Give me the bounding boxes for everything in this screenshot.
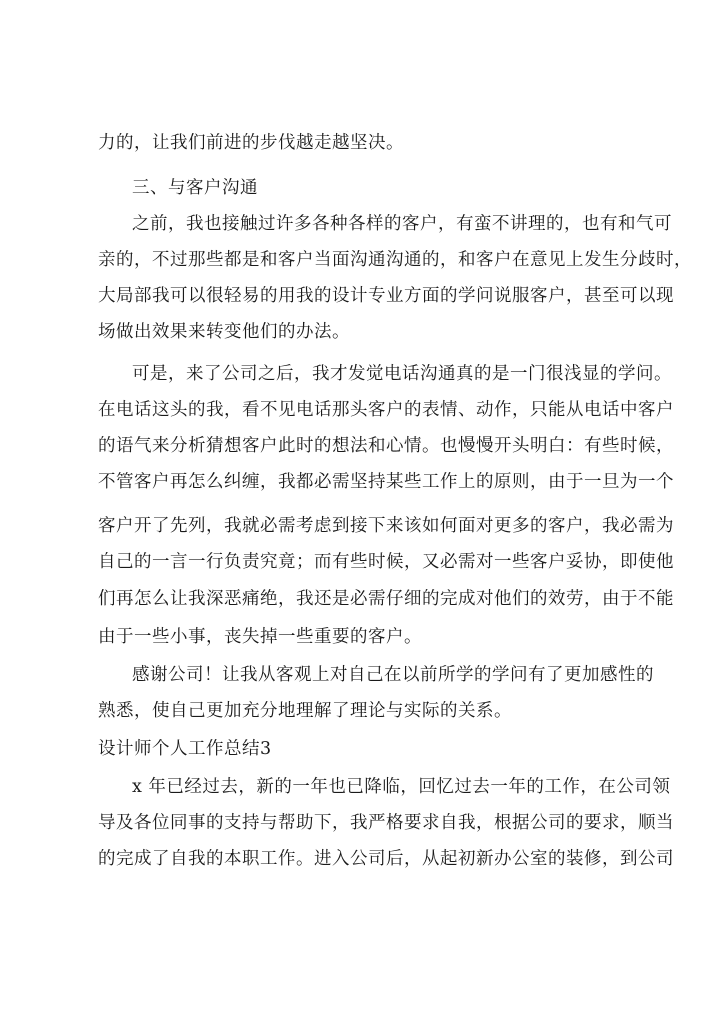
paragraph-line: x 年已经过去，新的一年也已降临，回忆过去一年的工作，在公司领 (132, 777, 671, 797)
paragraph-line: 亲的，不过那些都是和客户当面沟通沟通的，和客户在意见上发生分歧时， (98, 250, 692, 270)
paragraph-line: 导及各位同事的支持与帮助下，我严格要求自我，根据公司的要求，顺当 (98, 813, 674, 833)
paragraph-line: 的语气来分析猜想客户此时的想法和心情。也慢慢开头明白：有些时候， (98, 436, 674, 456)
paragraph-line: 力的，让我们前进的步伐越走越坚决。 (98, 133, 404, 153)
paragraph-line: 由于一些小事，丧失掉一些重要的客户。 (98, 627, 422, 647)
paragraph-line: 在电话这头的我，看不见电话那头客户的表情、动作，只能从电话中客户 (98, 400, 674, 420)
paragraph-line: 大局部我可以很轻易的用我的设计专业方面的学问说服客户，甚至可以现 (98, 286, 674, 306)
paragraph-line: 的完成了自我的本职工作。进入公司后，从起初新办公室的装修，到公司 (98, 849, 674, 869)
paragraph-line: 们再怎么让我深恶痛绝，我还是必需仔细的完成对他们的效劳，由于不能 (98, 589, 674, 609)
paragraph-line: 不管客户再怎么纠缠，我都必需坚持某些工作上的原则，由于一旦为一个 (98, 472, 674, 492)
paragraph-line: 之前，我也接触过许多各种各样的客户，有蛮不讲理的，也有和气可 (132, 214, 672, 234)
document-title: 设计师个人工作总结3 (98, 739, 272, 759)
paragraph-line: 感谢公司！让我从客观上对自己在以前所学的学问有了更加感性的 (132, 665, 654, 685)
paragraph-line: 可是，来了公司之后，我才发觉电话沟通真的是一门很浅显的学问。 (132, 364, 672, 384)
paragraph-line: 场做出效果来转变他们的办法。 (98, 322, 350, 342)
paragraph-line: 客户开了先列，我就必需考虑到接下来该如何面对更多的客户，我必需为 (98, 516, 674, 536)
section-heading: 三、与客户沟通 (132, 178, 258, 198)
paragraph-line: 熟悉，使自己更加充分地理解了理论与实际的关系。 (98, 701, 512, 721)
paragraph-line: 自己的一言一行负责究竟；而有些时候，又必需对一些客户妥协，即使他 (98, 552, 674, 572)
